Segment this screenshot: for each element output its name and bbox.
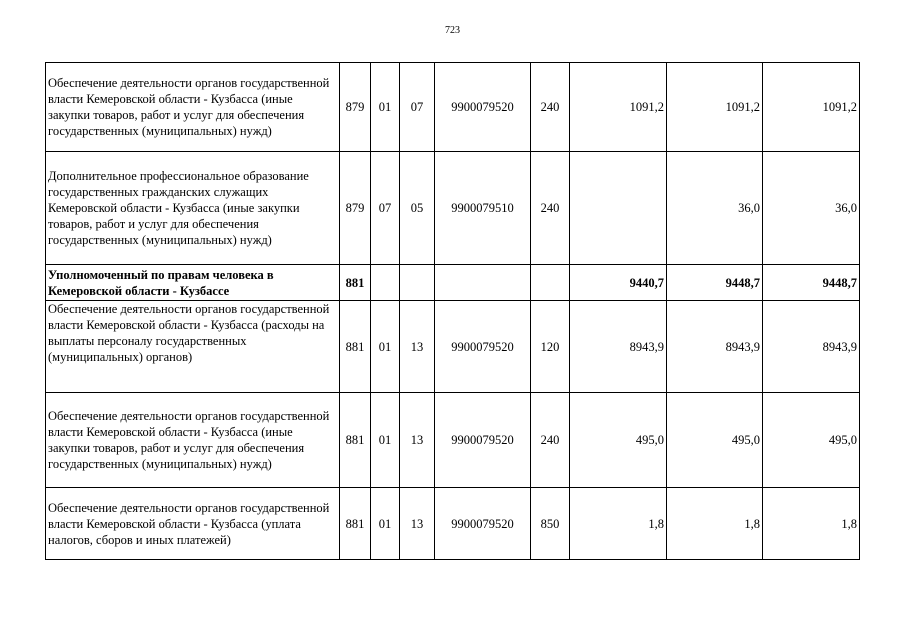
table-row (46, 152, 860, 265)
amount-year-3: 8943,9 (763, 301, 860, 393)
ministry-code: 881 (340, 393, 371, 488)
amount-year-1: 1,8 (570, 488, 667, 560)
table-row (46, 265, 860, 301)
amount-year-2: 495,0 (667, 393, 763, 488)
table-row (46, 488, 860, 560)
amount-year-3: 495,0 (763, 393, 860, 488)
subsection-code (400, 265, 435, 301)
expense-type-code: 240 (531, 63, 570, 152)
amount-year-3: 1,8 (763, 488, 860, 560)
target-article-code: 9900079520 (435, 63, 531, 152)
amount-year-3: 1091,2 (763, 63, 860, 152)
expense-name: Обеспечение деятельности органов государственной власти Кемеровской области - Кузбасса (иные закупки товаров, работ и услуг для обеспечения государственных (муниципальных) нужд) (46, 63, 340, 152)
budget-table (45, 62, 860, 560)
subsection-code: 13 (400, 301, 435, 393)
amount-year-1: 9440,7 (570, 265, 667, 301)
expense-name: Уполномоченный по правам человека в Кемеровской области - Кузбассе (46, 265, 340, 301)
section-code: 07 (371, 152, 400, 265)
subsection-code: 05 (400, 152, 435, 265)
amount-year-1: 495,0 (570, 393, 667, 488)
amount-year-3: 36,0 (763, 152, 860, 265)
target-article-code (435, 265, 531, 301)
table-row (46, 63, 860, 152)
expense-type-code: 240 (531, 152, 570, 265)
expense-type-code: 850 (531, 488, 570, 560)
expense-type-code: 240 (531, 393, 570, 488)
section-code: 01 (371, 63, 400, 152)
page-number: 723 (445, 25, 460, 36)
amount-year-1: 1091,2 (570, 63, 667, 152)
amount-year-2: 36,0 (667, 152, 763, 265)
subsection-code: 13 (400, 393, 435, 488)
table-row (46, 301, 860, 393)
amount-year-2: 1,8 (667, 488, 763, 560)
amount-year-2: 8943,9 (667, 301, 763, 393)
target-article-code: 9900079520 (435, 393, 531, 488)
expense-name: Обеспечение деятельности органов государственной власти Кемеровской области - Кузбасса (иные закупки товаров, работ и услуг для обеспечения государственных (муниципальных) нужд) (46, 393, 340, 488)
target-article-code: 9900079510 (435, 152, 531, 265)
target-article-code: 9900079520 (435, 301, 531, 393)
expense-type-code: 120 (531, 301, 570, 393)
section-code: 01 (371, 488, 400, 560)
subsection-code: 07 (400, 63, 435, 152)
subsection-code: 13 (400, 488, 435, 560)
ministry-code: 881 (340, 265, 371, 301)
expense-name: Дополнительное профессиональное образование государственных гражданских служащих Кемеровской области - Кузбасса (иные закупки товаров, работ и услуг для обеспечения государственных (муниципальных) нужд) (46, 152, 340, 265)
amount-year-3: 9448,7 (763, 265, 860, 301)
expense-name: Обеспечение деятельности органов государственной власти Кемеровской области - Кузбасса (уплата налогов, сборов и иных платежей) (46, 488, 340, 560)
expense-name: Обеспечение деятельности органов государственной власти Кемеровской области - Кузбасса (расходы на выплаты персоналу государственных (муниципальных) органов) (46, 301, 340, 393)
amount-year-2: 9448,7 (667, 265, 763, 301)
amount-year-1: 8943,9 (570, 301, 667, 393)
ministry-code: 879 (340, 63, 371, 152)
section-code (371, 265, 400, 301)
section-code: 01 (371, 393, 400, 488)
amount-year-1 (570, 152, 667, 265)
table-row (46, 393, 860, 488)
ministry-code: 879 (340, 152, 371, 265)
ministry-code: 881 (340, 488, 371, 560)
section-code: 01 (371, 301, 400, 393)
target-article-code: 9900079520 (435, 488, 531, 560)
amount-year-2: 1091,2 (667, 63, 763, 152)
expense-type-code (531, 265, 570, 301)
ministry-code: 881 (340, 301, 371, 393)
